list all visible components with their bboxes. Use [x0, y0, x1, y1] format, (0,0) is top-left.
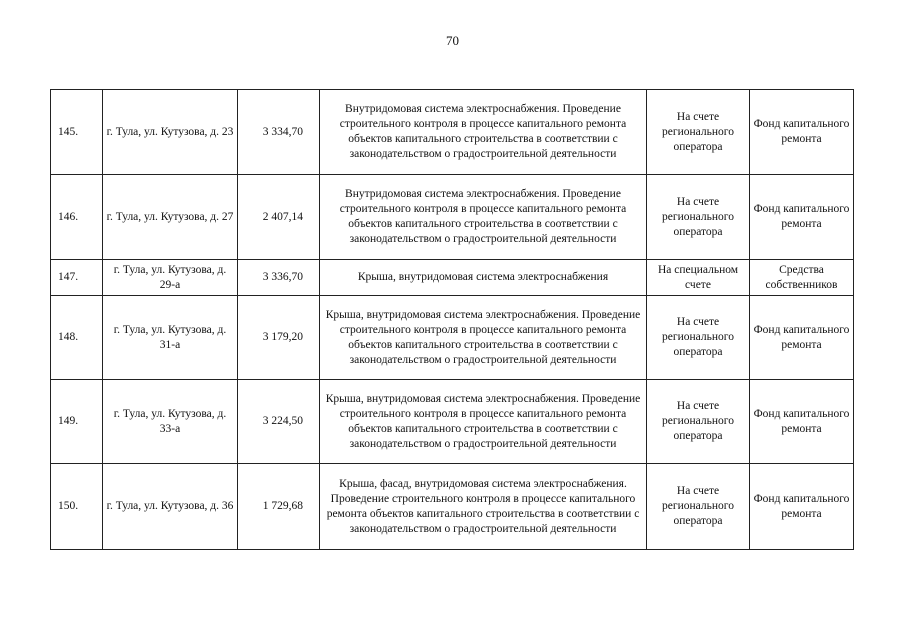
works-cell: Крыша, внутридомовая система электроснабжения. Проведение строительного контроля в процессе капитального ремонта объектов капитального строительства в соответствии с законодательством о градостроительной деятельности: [320, 380, 647, 464]
account-cell: На счете регионального оператора: [647, 464, 750, 550]
funding-source-cell: Фонд капитального ремонта: [750, 296, 854, 380]
address-cell: г. Тула, ул. Кутузова, д. 31-а: [103, 296, 238, 380]
funding-source-cell: Фонд капитального ремонта: [750, 464, 854, 550]
row-number: 147.: [51, 260, 103, 296]
area-cell: 1 729,68: [238, 464, 320, 550]
account-cell: На счете регионального оператора: [647, 90, 750, 175]
works-cell: Внутридомовая система электроснабжения. Проведение строительного контроля в процессе капитального ремонта объектов капитального строительства в соответствии с законодательством о градостроительной деятельности: [320, 90, 647, 175]
row-number: 148.: [51, 296, 103, 380]
address-cell: г. Тула, ул. Кутузова, д. 36: [103, 464, 238, 550]
works-cell: Крыша, внутридомовая система электроснабжения: [320, 260, 647, 296]
row-number: 145.: [51, 90, 103, 175]
works-cell: Крыша, фасад, внутридомовая система электроснабжения. Проведение строительного контроля в процессе капитального ремонта объектов капитального строительства в соответствии с законодательством о градостроительной деятельности: [320, 464, 647, 550]
address-cell: г. Тула, ул. Кутузова, д. 29-а: [103, 260, 238, 296]
funding-source-cell: Средства собственников: [750, 260, 854, 296]
area-cell: 3 224,50: [238, 380, 320, 464]
account-cell: На счете регионального оператора: [647, 296, 750, 380]
funding-source-cell: Фонд капитального ремонта: [750, 175, 854, 260]
works-cell: Внутридомовая система электроснабжения. Проведение строительного контроля в процессе капитального ремонта объектов капитального строительства в соответствии с законодательством о градостроительной деятельности: [320, 175, 647, 260]
table-row: [51, 90, 854, 175]
area-cell: 3 179,20: [238, 296, 320, 380]
row-number: 150.: [51, 464, 103, 550]
funding-source-cell: Фонд капитального ремонта: [750, 380, 854, 464]
area-cell: 3 336,70: [238, 260, 320, 296]
table-row: [51, 296, 854, 380]
table-row: [51, 260, 854, 296]
account-cell: На счете регионального оператора: [647, 380, 750, 464]
area-cell: 2 407,14: [238, 175, 320, 260]
repair-program-table: [50, 89, 854, 550]
address-cell: г. Тула, ул. Кутузова, д. 27: [103, 175, 238, 260]
account-cell: На счете регионального оператора: [647, 175, 750, 260]
table-row: [51, 464, 854, 550]
page-number: 70: [446, 33, 459, 48]
works-cell: Крыша, внутридомовая система электроснабжения. Проведение строительного контроля в процессе капитального ремонта объектов капитального строительства в соответствии с законодательством о градостроительной деятельности: [320, 296, 647, 380]
table-row: [51, 380, 854, 464]
area-cell: 3 334,70: [238, 90, 320, 175]
address-cell: г. Тула, ул. Кутузова, д. 33-а: [103, 380, 238, 464]
table-row: [51, 175, 854, 260]
account-cell: На специальном счете: [647, 260, 750, 296]
row-number: 146.: [51, 175, 103, 260]
funding-source-cell: Фонд капитального ремонта: [750, 90, 854, 175]
address-cell: г. Тула, ул. Кутузова, д. 23: [103, 90, 238, 175]
row-number: 149.: [51, 380, 103, 464]
